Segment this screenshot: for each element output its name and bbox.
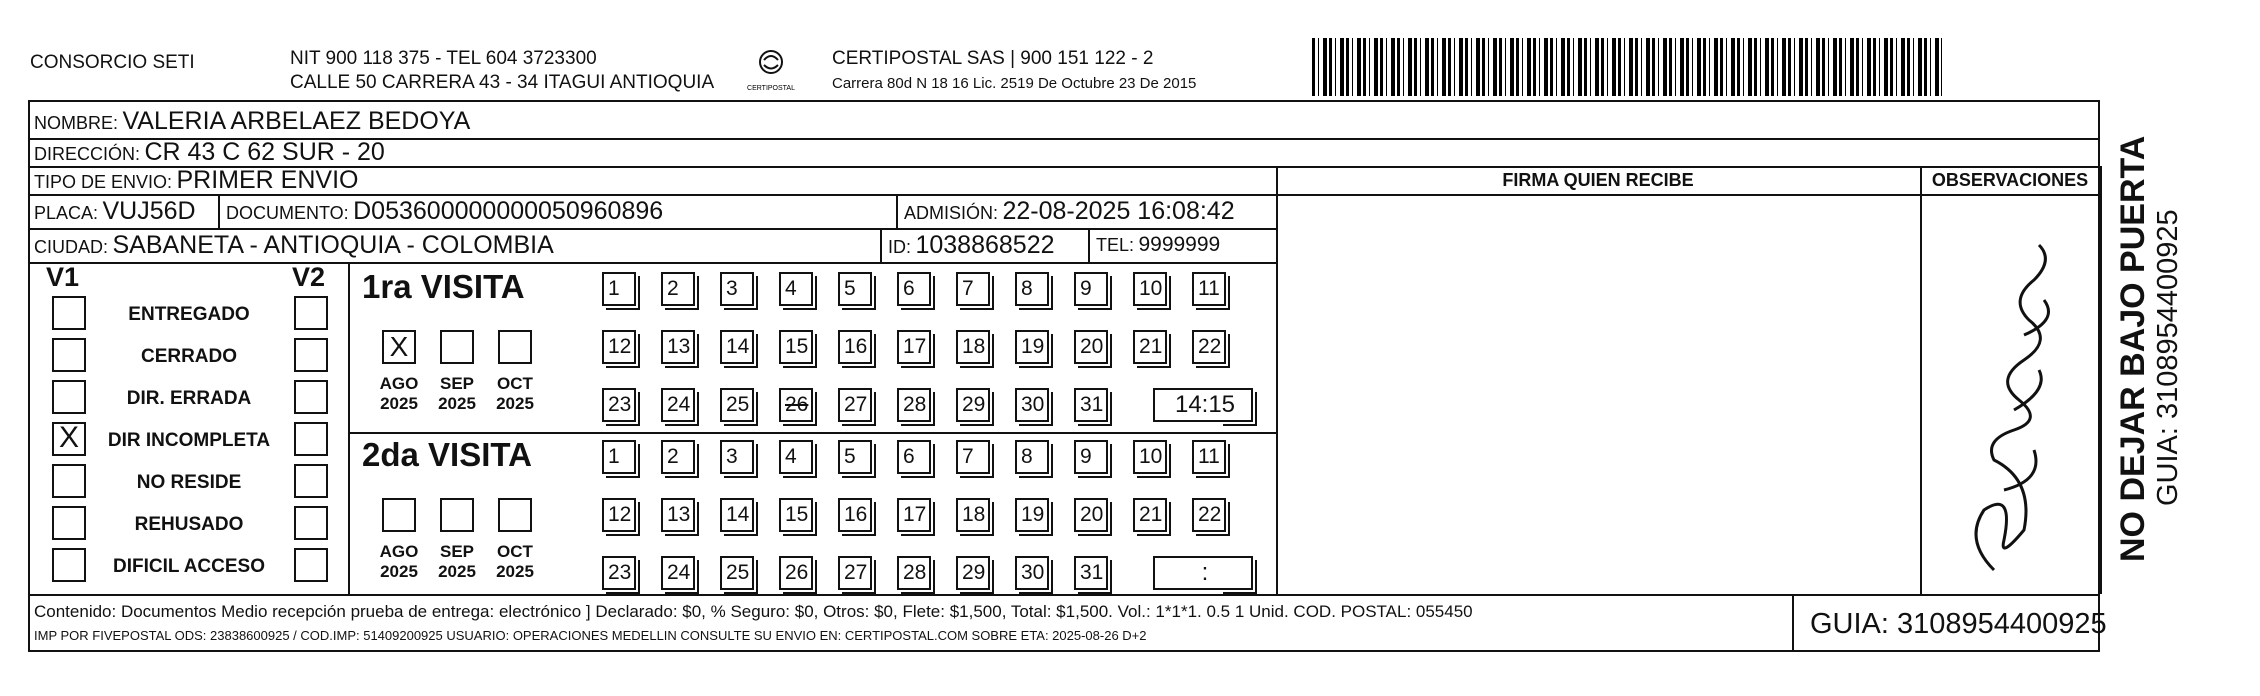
month-label: [369, 374, 429, 414]
day-box[interactable]: 28: [897, 556, 931, 590]
time-box[interactable]: :: [1153, 556, 1253, 590]
v2-label: V2: [292, 262, 326, 292]
month-label: [427, 374, 487, 414]
month-name: AGO: [379, 542, 419, 561]
logo-text: CERTIPOSTAL: [747, 85, 795, 92]
footer-content: Contenido: Documentos Medio recepción prueba de entrega: electrónico ] Declarado: $0, % Seguro: $0, Otros: $0, Flete: $1,500, Total: $1,500. Vol.: 1*1*1. 0.5 1 Unid. COD. POSTAL: 055450: [34, 602, 1473, 621]
month-checkbox[interactable]: [440, 498, 474, 532]
month-year: 2025: [496, 562, 534, 581]
day-box[interactable]: 16: [838, 330, 872, 364]
nombre-label: NOMBRE:: [34, 113, 119, 133]
day-box[interactable]: 26: [779, 556, 813, 590]
v1-label: V1: [46, 262, 80, 292]
day-box[interactable]: 20: [1074, 498, 1108, 532]
day-box[interactable]: 10: [1133, 440, 1167, 474]
company-nit: NIT 900 118 375 - TEL 604 3723300: [290, 48, 597, 69]
v2-checkbox[interactable]: [294, 422, 328, 456]
barcode: [1312, 38, 1942, 96]
tipo-row: [34, 165, 358, 199]
status-label: DIFICIL ACCESO: [112, 556, 265, 577]
id-cell: [888, 230, 1055, 264]
day-box[interactable]: 2: [661, 440, 695, 474]
company-address: CALLE 50 CARRERA 43 - 34 ITAGUI ANTIOQUIA: [290, 72, 715, 93]
v1-checkbox[interactable]: X: [52, 422, 86, 456]
footer-print-info: IMP POR FIVEPOSTAL ODS: 23838600925 / COD.IMP: 51409200925 USUARIO: OPERACIONES MEDELLIN CONSULTE SU ENVIO EN: CERTIPOSTAL.COM SOBRE ETA: 2025-08-26 D+2: [34, 628, 1147, 643]
month-name: OCT: [497, 374, 533, 393]
v1-checkbox[interactable]: [52, 296, 86, 330]
month-checkbox[interactable]: X: [382, 330, 416, 364]
day-box[interactable]: 9: [1074, 440, 1108, 474]
day-box[interactable]: 22: [1192, 498, 1226, 532]
day-box[interactable]: 4: [779, 440, 813, 474]
tipo-label: TIPO DE ENVIO:: [34, 172, 173, 192]
day-box[interactable]: 18: [956, 330, 990, 364]
day-box[interactable]: 29: [956, 388, 990, 422]
v2-checkbox[interactable]: [294, 380, 328, 414]
day-box[interactable]: 30: [1015, 388, 1049, 422]
v1-checkbox[interactable]: [52, 338, 86, 372]
day-box[interactable]: 8: [1015, 440, 1049, 474]
month-label: [485, 374, 545, 414]
day-box[interactable]: 20: [1074, 330, 1108, 364]
v2-checkbox[interactable]: [294, 506, 328, 540]
day-box[interactable]: 31: [1074, 388, 1108, 422]
status-label: CERRADO: [140, 346, 238, 367]
month-name: SEP: [439, 374, 475, 393]
v1-checkbox[interactable]: [52, 380, 86, 414]
day-box[interactable]: 21: [1133, 498, 1167, 532]
v1-checkbox[interactable]: [52, 548, 86, 582]
month-name: OCT: [497, 542, 533, 561]
day-box[interactable]: 22: [1192, 330, 1226, 364]
month-label: [369, 542, 429, 582]
month-year: 2025: [380, 394, 418, 413]
placa-label: PLACA:: [34, 203, 99, 223]
month-year: 2025: [496, 394, 534, 413]
day-box[interactable]: 31: [1074, 556, 1108, 590]
month-label: [427, 542, 487, 582]
day-box[interactable]: 13: [661, 330, 695, 364]
month-year: 2025: [438, 394, 476, 413]
certipostal-logo: [747, 46, 795, 96]
day-box[interactable]: 27: [838, 388, 872, 422]
status-label: ENTREGADO: [128, 304, 250, 325]
day-box[interactable]: 14: [720, 498, 754, 532]
tel-cell: [1096, 230, 1220, 262]
placa-value: VUJ56D: [102, 197, 196, 225]
day-box[interactable]: 24: [661, 556, 695, 590]
time-box[interactable]: 14:15: [1153, 388, 1253, 422]
day-box[interactable]: 1: [602, 440, 636, 474]
status-label: DIR INCOMPLETA: [107, 430, 271, 451]
day-box[interactable]: 25: [720, 388, 754, 422]
footer-guia: GUIA: 3108954400925: [1810, 608, 2107, 640]
v2-checkbox[interactable]: [294, 464, 328, 498]
month-label: [485, 542, 545, 582]
day-box[interactable]: 11: [1192, 272, 1226, 306]
nombre-value: VALERIA ARBELAEZ BEDOYA: [122, 107, 471, 135]
documento-label: DOCUMENTO:: [226, 203, 349, 223]
tipo-value: PRIMER ENVIO: [176, 166, 359, 194]
ciudad-value: SABANETA - ANTIOQUIA - COLOMBIA: [112, 231, 554, 259]
day-box[interactable]: 27: [838, 556, 872, 590]
visit2-title: 2da VISITA: [362, 436, 532, 473]
month-year: 2025: [380, 562, 418, 581]
day-box[interactable]: 7: [956, 440, 990, 474]
status-label: NO RESIDE: [136, 472, 242, 493]
v2-checkbox[interactable]: [294, 548, 328, 582]
day-box[interactable]: 17: [897, 330, 931, 364]
id-value: 1038868522: [915, 231, 1055, 259]
day-box[interactable]: 16: [838, 498, 872, 532]
day-box[interactable]: 15: [779, 498, 813, 532]
direccion-value: CR 43 C 62 SUR - 20: [144, 138, 385, 166]
day-box[interactable]: 7: [956, 272, 990, 306]
status-label: REHUSADO: [134, 514, 244, 535]
signature: [1924, 240, 2096, 586]
day-box[interactable]: 23: [602, 388, 636, 422]
day-box[interactable]: 3: [720, 440, 754, 474]
day-box[interactable]: 1: [602, 272, 636, 306]
nombre-row: [34, 106, 470, 140]
tel-value: 9999999: [1138, 233, 1221, 256]
side-warning: NO DEJAR BAJO PUERTA: [2114, 135, 2152, 562]
status-label: DIR. ERRADA: [126, 388, 252, 409]
day-box[interactable]: 11: [1192, 440, 1226, 474]
month-name: SEP: [439, 542, 475, 561]
firma-label: FIRMA QUIEN RECIBE: [1502, 170, 1694, 190]
day-box[interactable]: 4: [779, 272, 813, 306]
day-box[interactable]: 17: [897, 498, 931, 532]
month-checkbox[interactable]: [498, 498, 532, 532]
month-name: AGO: [379, 374, 419, 393]
admision-cell: [904, 196, 1235, 230]
ciudad-label: CIUDAD:: [34, 237, 109, 257]
v1-checkbox[interactable]: [52, 506, 86, 540]
day-box[interactable]: 15: [779, 330, 813, 364]
placa-cell: [34, 196, 196, 230]
day-box[interactable]: 13: [661, 498, 695, 532]
documento-cell: [226, 196, 663, 230]
visit1-title: 1ra VISITA: [362, 268, 525, 305]
day-box[interactable]: 3: [720, 272, 754, 306]
admision-value: 22-08-2025 16:08:42: [1002, 197, 1235, 225]
day-box[interactable]: 9: [1074, 272, 1108, 306]
month-checkbox[interactable]: [440, 330, 474, 364]
day-box[interactable]: 2: [661, 272, 695, 306]
day-box[interactable]: 28: [897, 388, 931, 422]
day-box[interactable]: 6: [897, 440, 931, 474]
month-checkbox[interactable]: [498, 330, 532, 364]
tel-label: TEL:: [1096, 235, 1135, 255]
admision-label: ADMISIÓN:: [904, 203, 999, 223]
day-box[interactable]: 23: [602, 556, 636, 590]
day-box[interactable]: 19: [1015, 330, 1049, 364]
carrier-license: Carrera 80d N 18 16 Lic. 2519 De Octubre 23 De 2015: [832, 75, 1197, 92]
day-box[interactable]: 24: [661, 388, 695, 422]
day-box[interactable]: 30: [1015, 556, 1049, 590]
day-box[interactable]: 8: [1015, 272, 1049, 306]
day-box[interactable]: 12: [602, 498, 636, 532]
v2-checkbox[interactable]: [294, 338, 328, 372]
day-box[interactable]: 6: [897, 272, 931, 306]
documento-value: D053600000000050960896: [353, 197, 664, 225]
day-box[interactable]: 14: [720, 330, 754, 364]
id-label: ID:: [888, 237, 912, 257]
v2-checkbox[interactable]: [294, 296, 328, 330]
day-box[interactable]: 10: [1133, 272, 1167, 306]
day-box[interactable]: 5: [838, 272, 872, 306]
day-box[interactable]: 19: [1015, 498, 1049, 532]
ciudad-cell: [34, 230, 554, 264]
v1-checkbox[interactable]: [52, 464, 86, 498]
day-box[interactable]: 29: [956, 556, 990, 590]
company-name: CONSORCIO SETI: [30, 52, 195, 73]
day-box[interactable]: 26: [779, 388, 813, 422]
day-box[interactable]: 18: [956, 498, 990, 532]
day-box[interactable]: 25: [720, 556, 754, 590]
month-year: 2025: [438, 562, 476, 581]
day-box[interactable]: 5: [838, 440, 872, 474]
day-box[interactable]: 12: [602, 330, 636, 364]
direccion-label: DIRECCIÓN:: [34, 144, 141, 164]
month-checkbox[interactable]: [382, 498, 416, 532]
side-guia: GUIA: 3108954400925: [2152, 209, 2184, 506]
observaciones-label: OBSERVACIONES: [1931, 170, 2089, 190]
carrier-name: CERTIPOSTAL SAS | 900 151 122 - 2: [832, 48, 1154, 69]
day-box[interactable]: 21: [1133, 330, 1167, 364]
